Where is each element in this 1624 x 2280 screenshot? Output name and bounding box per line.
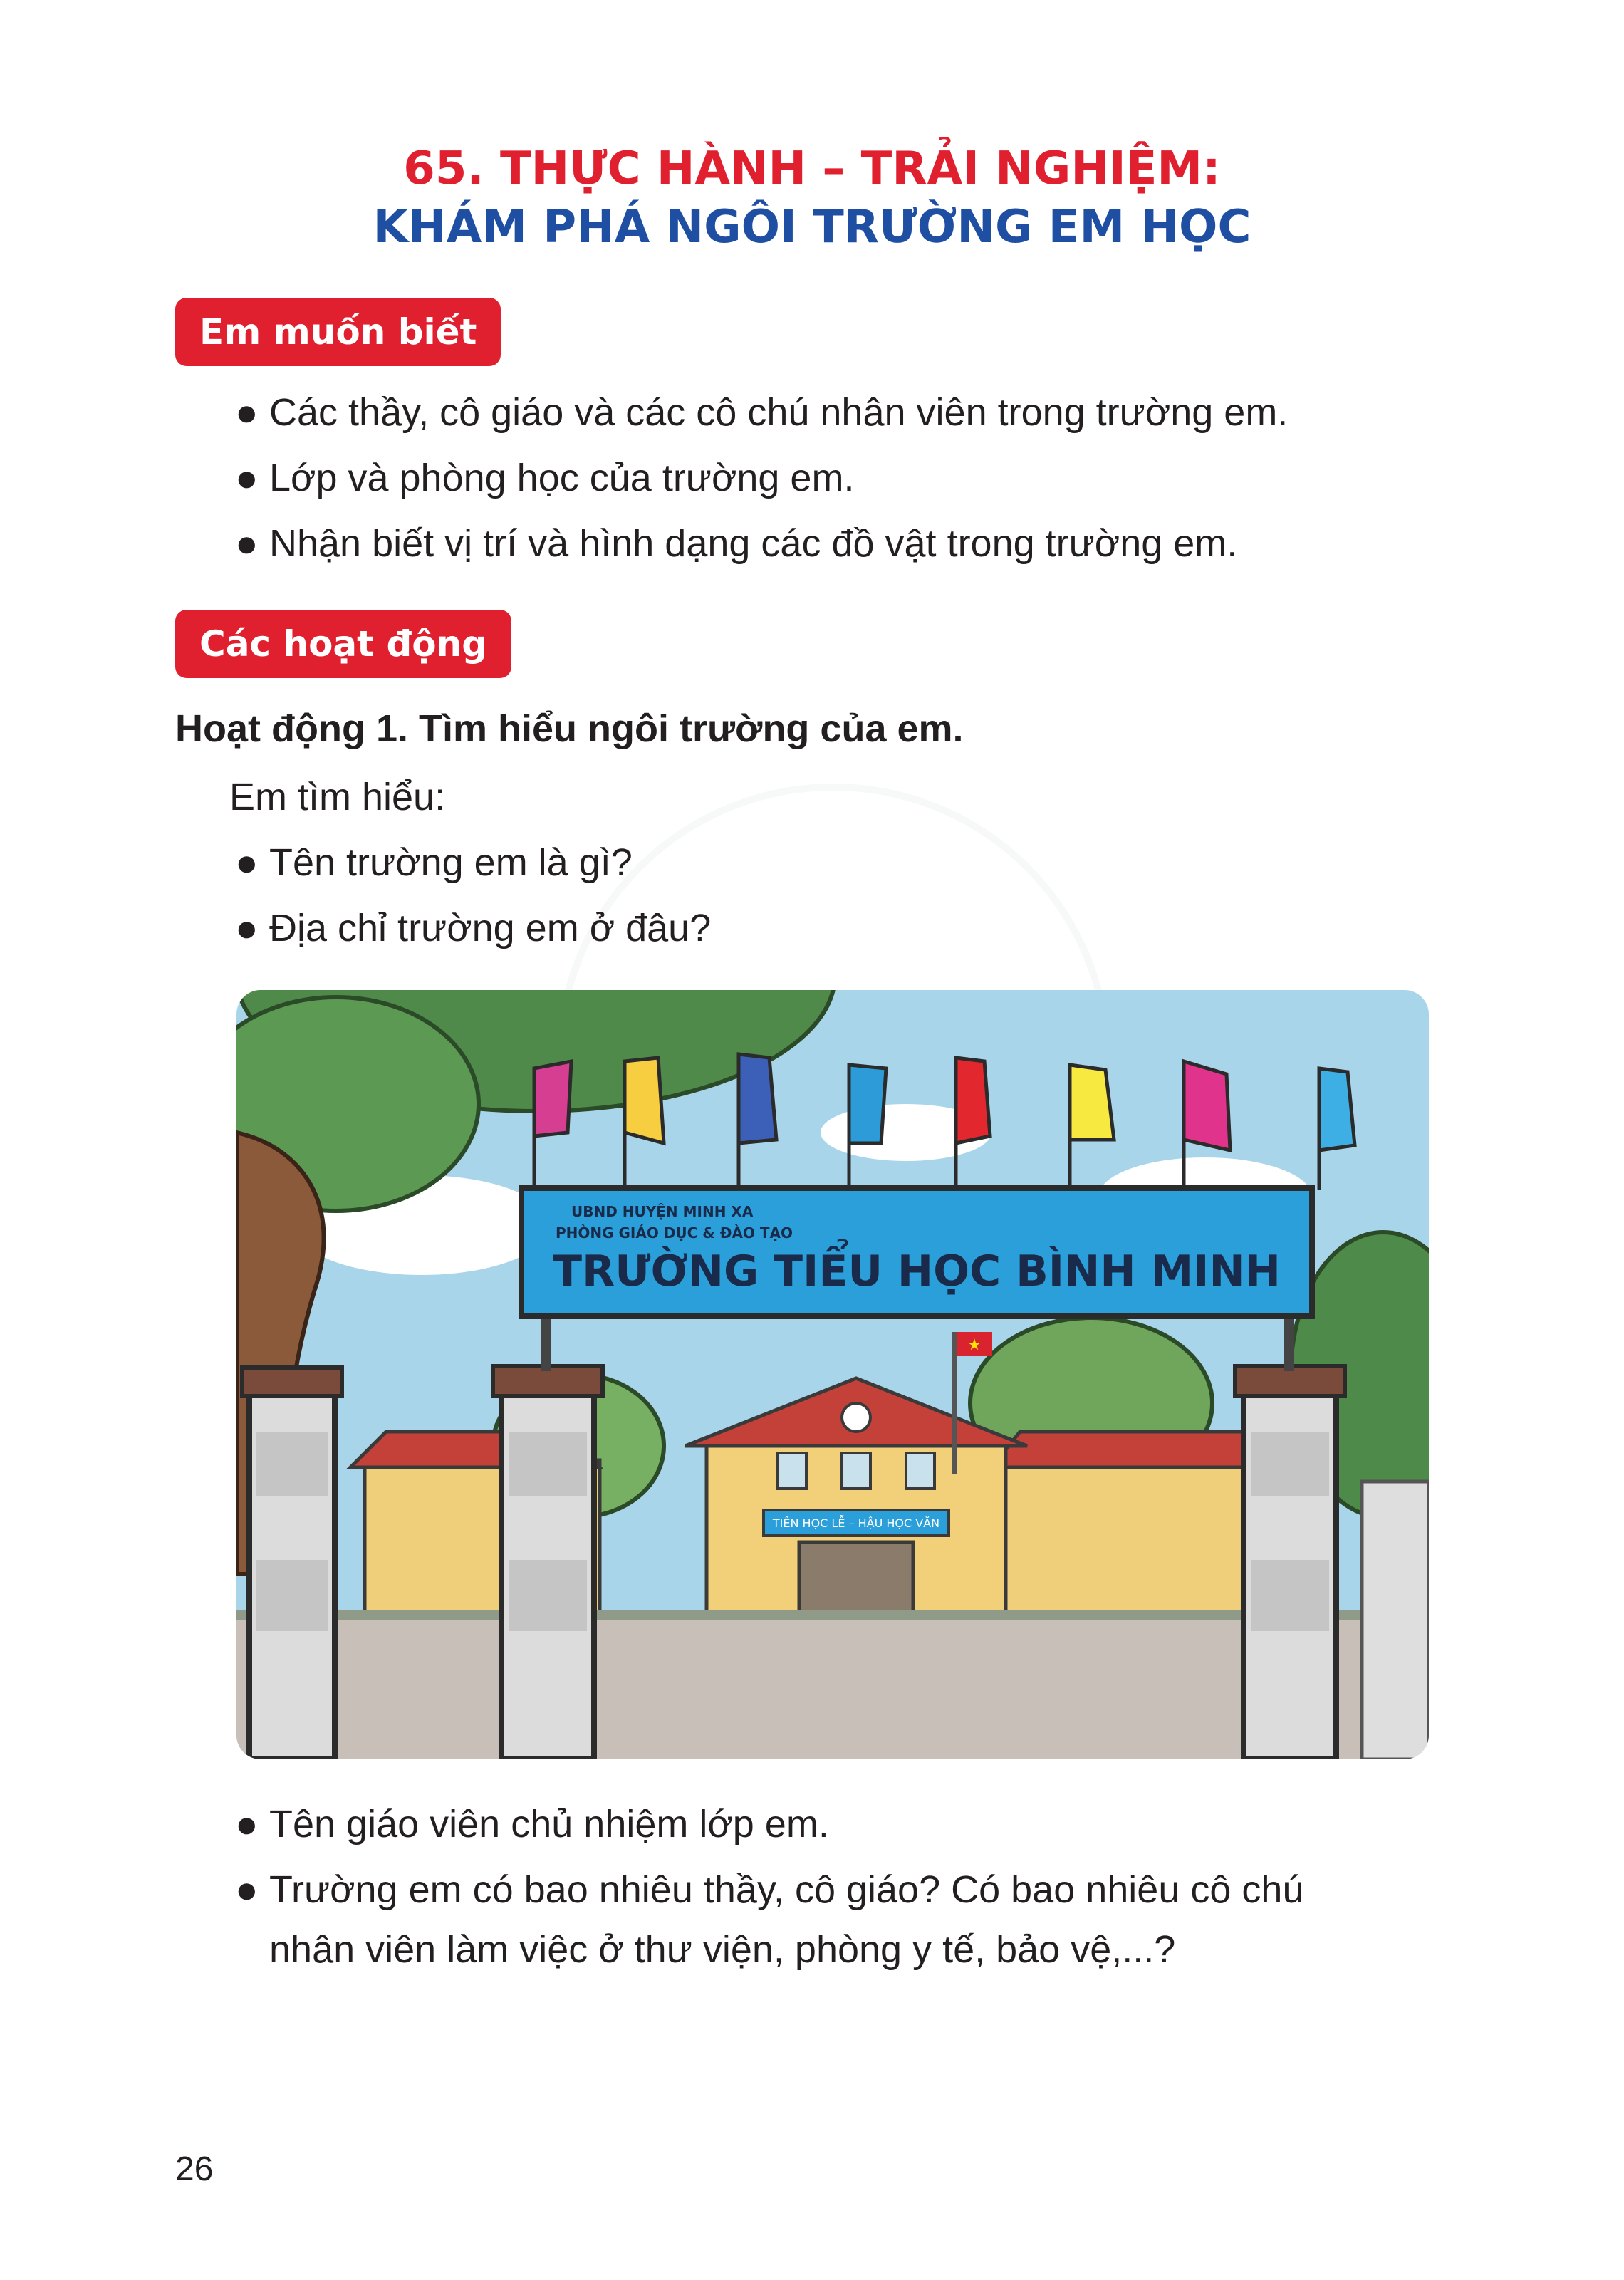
bullet-icon: ●	[235, 907, 259, 949]
list-item-continuation: nhân viên làm việc ở thư viện, phòng y tế, bảo vệ,...?	[269, 1928, 1176, 1971]
list-item	[235, 390, 1288, 434]
sign-line-2: PHÒNG GIÁO DỤC & ĐÀO TẠO	[556, 1224, 793, 1241]
list-item	[235, 906, 711, 950]
school-gate-illustration	[236, 990, 1429, 1759]
list-item-text: Tên trường em là gì?	[269, 841, 633, 884]
list-item-text: Địa chỉ trường em ở đâu?	[269, 907, 712, 949]
list-item-text: Nhận biết vị trí và hình dạng các đồ vật trong trường em.	[269, 522, 1238, 565]
page-title-line1: 65. THỰC HÀNH – TRẢI NGHIỆM:	[403, 142, 1221, 195]
list-item	[235, 840, 633, 885]
list-item-text: Trường em có bao nhiêu thầy, cô giáo? Có bao nhiêu cô chú	[269, 1868, 1304, 1911]
bullet-icon: ●	[235, 1868, 259, 1911]
school-gate-drawing	[236, 990, 1429, 1759]
bullet-icon: ●	[235, 841, 259, 884]
bullet-icon: ●	[235, 522, 259, 565]
activity-heading: Hoạt động 1. Tìm hiểu ngôi trường của em.	[175, 707, 964, 750]
section-badge-cac-hoat-dong: Các hoạt động	[175, 610, 511, 678]
list-item-text: Các thầy, cô giáo và các cô chú nhân viên trong trường em.	[269, 391, 1289, 434]
page-title-line2: KHÁM PHÁ NGÔI TRƯỜNG EM HỌC	[373, 201, 1251, 254]
list-item	[235, 456, 854, 500]
list-item	[235, 521, 1237, 566]
svg-text:★: ★	[967, 1336, 982, 1354]
bullet-icon: ●	[235, 457, 259, 499]
list-item-text: Lớp và phòng học của trường em.	[269, 457, 855, 499]
activity-intro: Em tìm hiểu:	[229, 776, 446, 818]
list-item	[235, 1868, 1303, 1912]
bullet-icon: ●	[235, 1803, 259, 1846]
list-item-text: Tên giáo viên chủ nhiệm lớp em.	[269, 1803, 829, 1846]
sign-line-1: UBND HUYỆN MINH XA	[571, 1203, 754, 1220]
list-item	[235, 1802, 829, 1846]
section-badge-em-muon-biet: Em muốn biết	[175, 298, 501, 366]
building-sign-text: TIÊN HỌC LỄ – HẬU HỌC VĂN	[772, 1516, 940, 1530]
bullet-icon: ●	[235, 391, 259, 434]
page-number: 26	[175, 2150, 214, 2188]
sign-school-name: TRƯỜNG TIỂU HỌC BÌNH MINH	[553, 1246, 1281, 1296]
